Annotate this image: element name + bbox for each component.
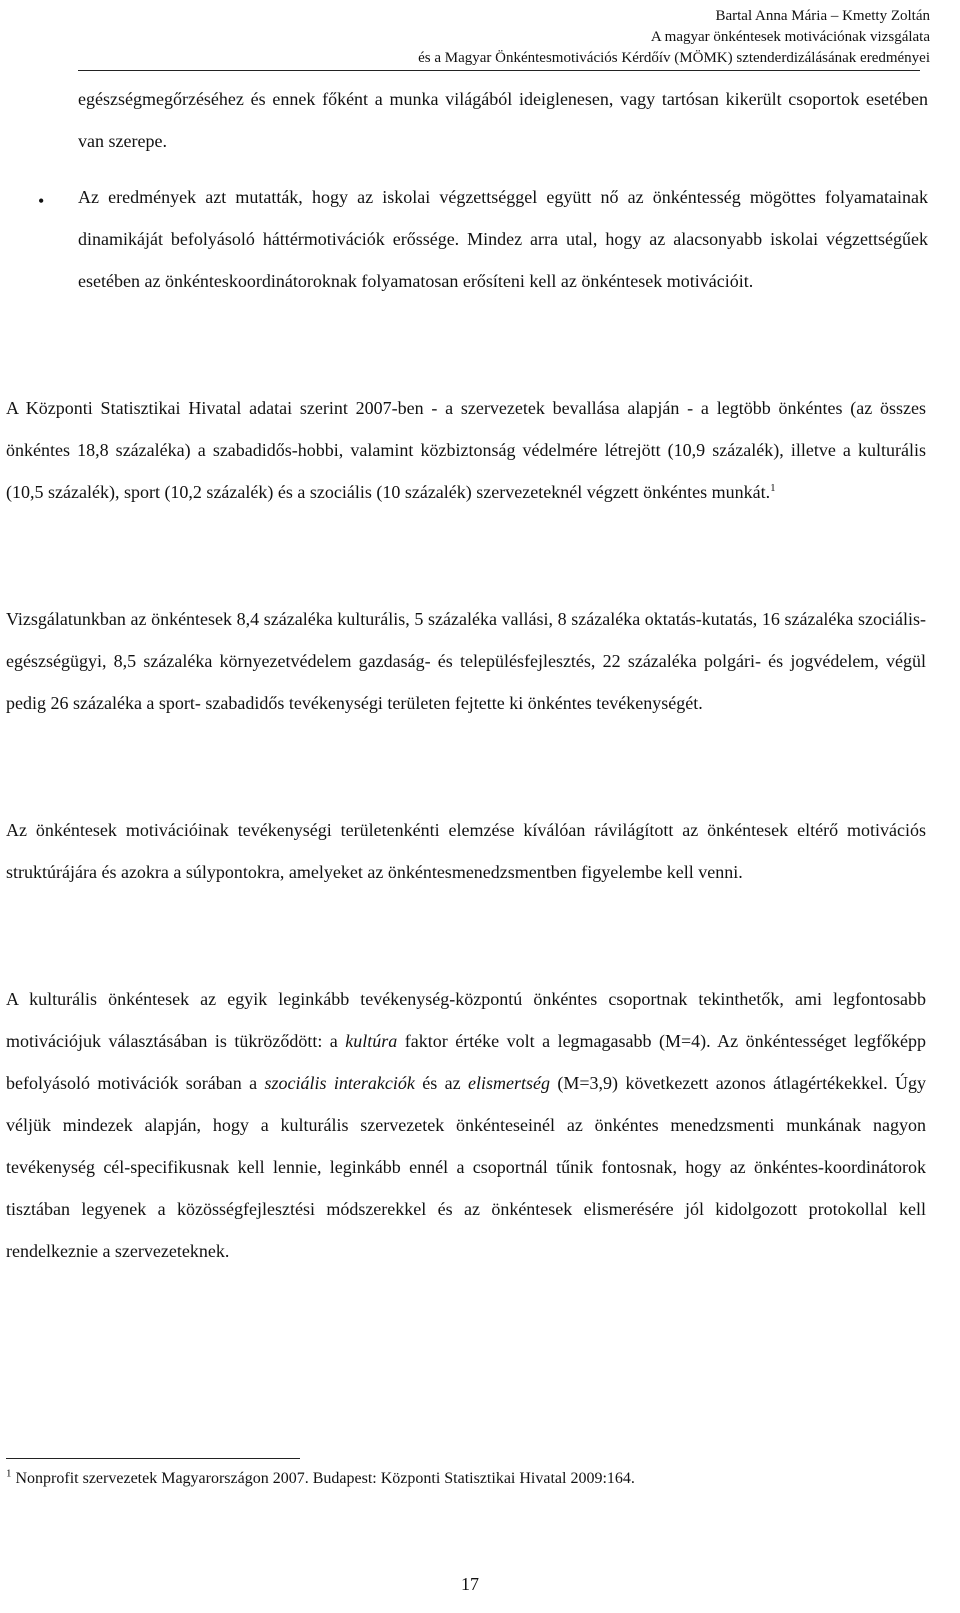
running-header [418,6,930,69]
italic-term-social-interactions: szociális interakciók [264,1073,415,1093]
header-authors: Bartal Anna Mária – Kmetty Zoltán [715,8,930,24]
text-run: A kulturális önkéntesek az egyik leginkább tevékenység-központú önkéntes csoportnak tekinthetők, ami legfontosabb motivációjuk választásában is tükröződött: a [6,989,926,1051]
italic-term-recognition: elismertség [468,1073,551,1093]
footnote-reference: 1 [770,482,776,494]
continued-paragraph: egészségmegőrzéséhez és ennek főként a munka világából ideiglenesen, vagy tartósan kikerült csoportok esetében van szerepe. [78,89,928,151]
paragraph-ksh-text: A Központi Statisztikai Hivatal adatai szerint 2007-ben - a szervezetek bevallása alapján - a legtöbb önkéntes (az összes önkéntes 18,8 százaléka) a szabadidős-hobbi, valamint közbiztonság védelmére létrejött (10,9 százalék), illetve a kulturális (10,5 százalék), sport (10,2 százalék) és a szociális (10 százalék) szervezeteknél végzett önkéntes munkát. [6,398,926,502]
footnote-marker: 1 [6,1467,12,1480]
bullet-marker: • [38,191,45,211]
paragraph-ksh-statistics [6,387,926,513]
footnote-divider [6,1458,300,1459]
text-run: és az [414,1073,469,1093]
header-subtitle-line: és a Magyar Önkéntesmotivációs Kérdőív (MÖMK) sztenderdizálásának eredményei [418,50,930,66]
paragraph-cultural-volunteers [6,978,926,1272]
paragraph-motivation-analysis: Az önkéntesek motivációinak tevékenységi területenkénti elemzése kíválóan rávilágított az önkéntesek eltérő motivációs struktúrájára és azokra a súlypontokra, amelyeket az önkéntesmenedzsmentben figyelembe kell venni. [6,820,926,882]
footnote-text: Nonprofit szervezetek Magyarországon 2007. Budapest: Központi Statisztikai Hivatal 2009:164. [11,1470,635,1487]
text-run: (M=3,9) következett azonos átlagértékekkel. Úgy véljük mindezek alapján, hogy a kulturális szervezetek önkénteseinél az önkéntes menedzsmenti munkának nagyon tevékenység cél-specifikusnak kell lennie, leginkább ennél a csoportnál tűnik fontosnak, hogy az önkéntes-koordinátorok tisztában legyenek a közösségfejlesztési módszerekkel és az önkéntesek elismerésére jól kidolgozott protokollal kell rendelkeznie a szervezeteknek. [6,1073,926,1261]
text-run: faktor értéke volt a legmagasabb (M=4). Az önkéntességet legfőképp befolyásoló motivációk sorában a [6,1031,926,1093]
bullet-paragraph: Az eredmények azt mutatták, hogy az iskolai végzettséggel együtt nő az önkéntesség mögöttes folyamatainak dinamikáját befolyásoló háttérmotivációk erőssége. Mindez arra utal, hogy az alacsonyabb iskolai végzettségűek esetében az önkénteskoordinátoroknak folyamatosan erősíteni kell az önkéntesek motivációit. [78,187,928,291]
header-divider [78,70,920,71]
page-number: 17 [461,1574,479,1594]
italic-term-kultura: kultúra [345,1031,398,1051]
footnote [6,1468,635,1490]
header-title-line: A magyar önkéntesek motivációnak vizsgálata [650,29,930,45]
paragraph-survey-distribution: Vizsgálatunkban az önkéntesek 8,4 százaléka kulturális, 5 százaléka vallási, 8 százaléka oktatás-kutatás, 16 százaléka szociális-egészségügyi, 8,5 százaléka környezetvédelem gazdaság- és településfejlesztés, 22 százaléka polgári- és jogvédelem, végül pedig 26 százaléka a sport- szabadidős tevékenységi területen fejtette ki önkéntes tevékenységét. [6,609,926,713]
